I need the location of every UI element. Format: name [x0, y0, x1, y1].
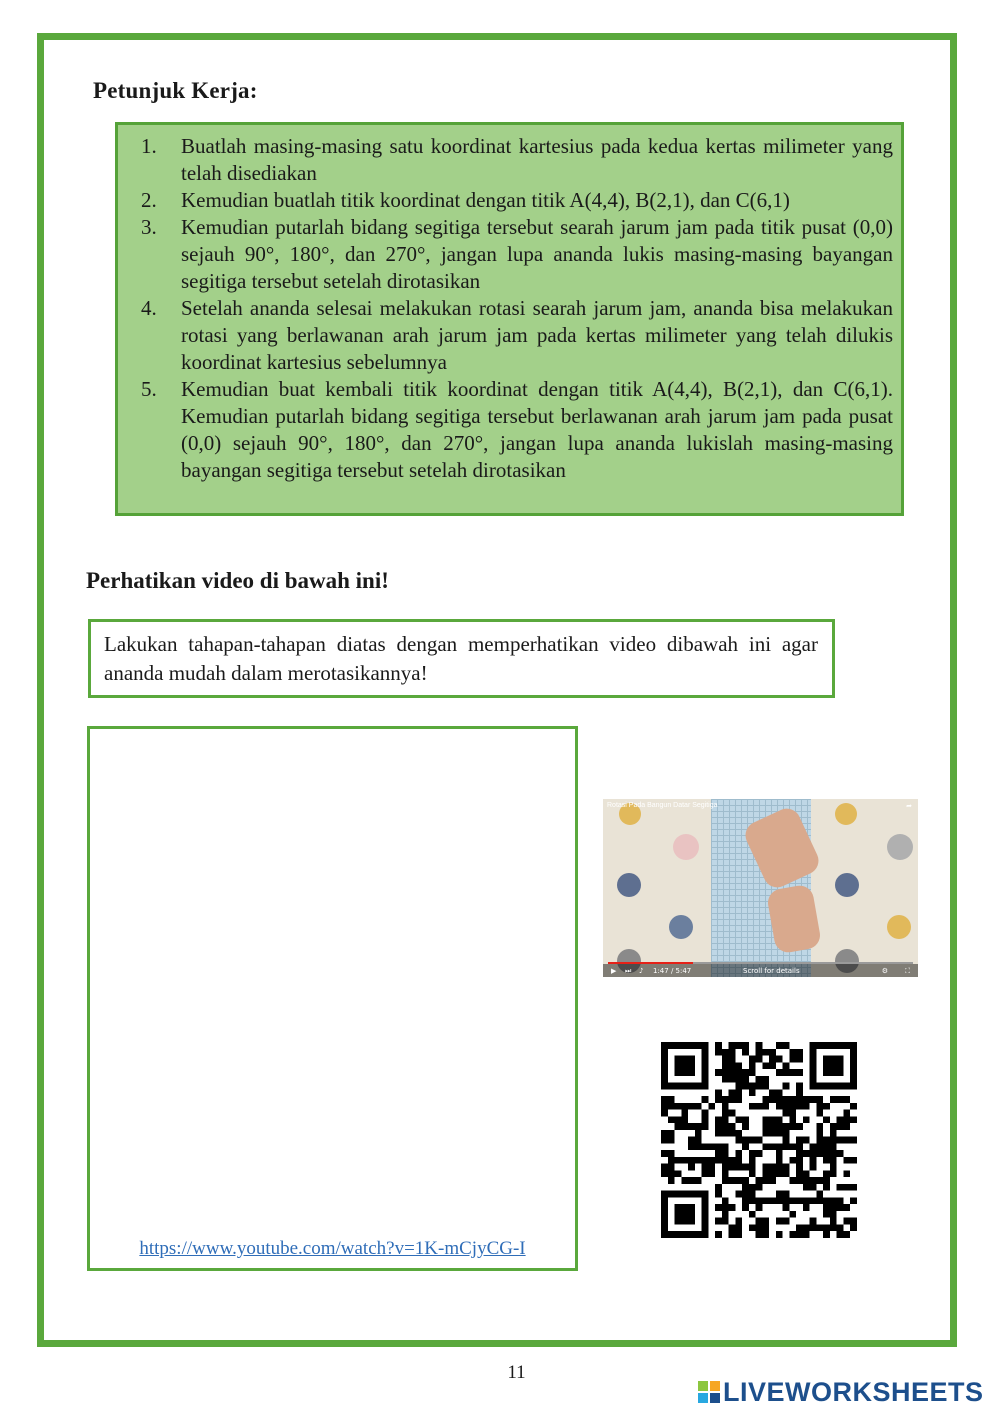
- brand-mark-icon: [698, 1381, 720, 1403]
- share-icon[interactable]: ➦: [906, 802, 912, 810]
- qr-code: [661, 1042, 857, 1238]
- video-thumbnail[interactable]: [603, 799, 918, 977]
- youtube-link[interactable]: https://www.youtube.com/watch?v=1K-mCjyCG-I: [139, 1238, 526, 1259]
- decor-dot: [673, 834, 699, 860]
- decor-dot: [617, 873, 641, 897]
- time-readout: 1:47 / 5:47: [653, 967, 692, 975]
- video-title: Rotasi Pada Bangun Datar Segitiga: [607, 802, 718, 809]
- step-text: Buatlah masing-masing satu koordinat kartesius pada kedua kertas milimeter yang telah disediakan: [181, 134, 893, 185]
- scroll-hint: Scroll for details: [743, 967, 800, 975]
- volume-icon[interactable]: ♪: [639, 967, 644, 975]
- instruction-step: [141, 376, 893, 484]
- step-number: 2.: [141, 188, 157, 212]
- player-controls: [603, 964, 918, 977]
- step-number: 5.: [141, 377, 157, 401]
- video-note: Lakukan tahapan-tahapan diatas dengan memperhatikan video dibawah ini agar ananda mudah dalam merotasikannya!: [88, 619, 835, 698]
- instruction-step: [141, 133, 893, 187]
- brand-name: LIVEWORKSHEETS: [723, 1376, 984, 1407]
- decor-dot: [835, 803, 857, 825]
- next-icon[interactable]: ⏭: [625, 967, 632, 975]
- play-icon[interactable]: ▶: [611, 967, 617, 975]
- step-text: Setelah ananda selesai melakukan rotasi searah jarum jam, ananda bisa melakukan rotasi yang berlawanan arah jarum jam pada kertas milimeter yang telah dilukis koordinat kartesius sebelumnya: [181, 296, 893, 374]
- step-text: Kemudian putarlah bidang segitiga tersebut searah jarum jam pada titik pusat (0,0) sejauh 90°, 180°, dan 270°, jangan lupa ananda lukis masing-masing bayangan segitiga tersebut setelah dirotasikan: [181, 215, 893, 293]
- settings-icon[interactable]: ⚙: [881, 967, 888, 975]
- step-text: Kemudian buat kembali titik koordinat dengan titik A(4,4), B(2,1), dan C(6,1). Kemudian putarlah bidang segitiga tersebut berlawanan arah jarum jam pada pusat (0,0) sejauh 90°, 180°, dan 270°, jangan lupa ananda lukislah masing-masing bayangan segitiga tersebut setelah dirotasikan: [181, 377, 893, 482]
- page-number: 11: [507, 1362, 526, 1383]
- instruction-step: [141, 187, 893, 214]
- decor-dot: [669, 915, 693, 939]
- decor-dot: [887, 834, 913, 860]
- fullscreen-icon[interactable]: ⛶: [905, 967, 910, 975]
- decor-dot: [887, 915, 911, 939]
- step-number: 4.: [141, 296, 157, 320]
- instruction-step: [141, 295, 893, 376]
- step-number: 1.: [141, 134, 157, 158]
- decor-dot: [835, 873, 859, 897]
- instructions-list: [141, 133, 893, 484]
- video-heading: Perhatikan video di bawah ini!: [86, 568, 389, 593]
- video-embed-box[interactable]: [87, 726, 578, 1271]
- step-number: 3.: [141, 215, 157, 239]
- brand-logo: [698, 1377, 984, 1407]
- instruction-step: [141, 214, 893, 295]
- instructions-box: [115, 122, 904, 516]
- step-text: Kemudian buatlah titik koordinat dengan titik A(4,4), B(2,1), dan C(6,1): [181, 188, 790, 212]
- instructions-heading: Petunjuk Kerja:: [93, 78, 258, 103]
